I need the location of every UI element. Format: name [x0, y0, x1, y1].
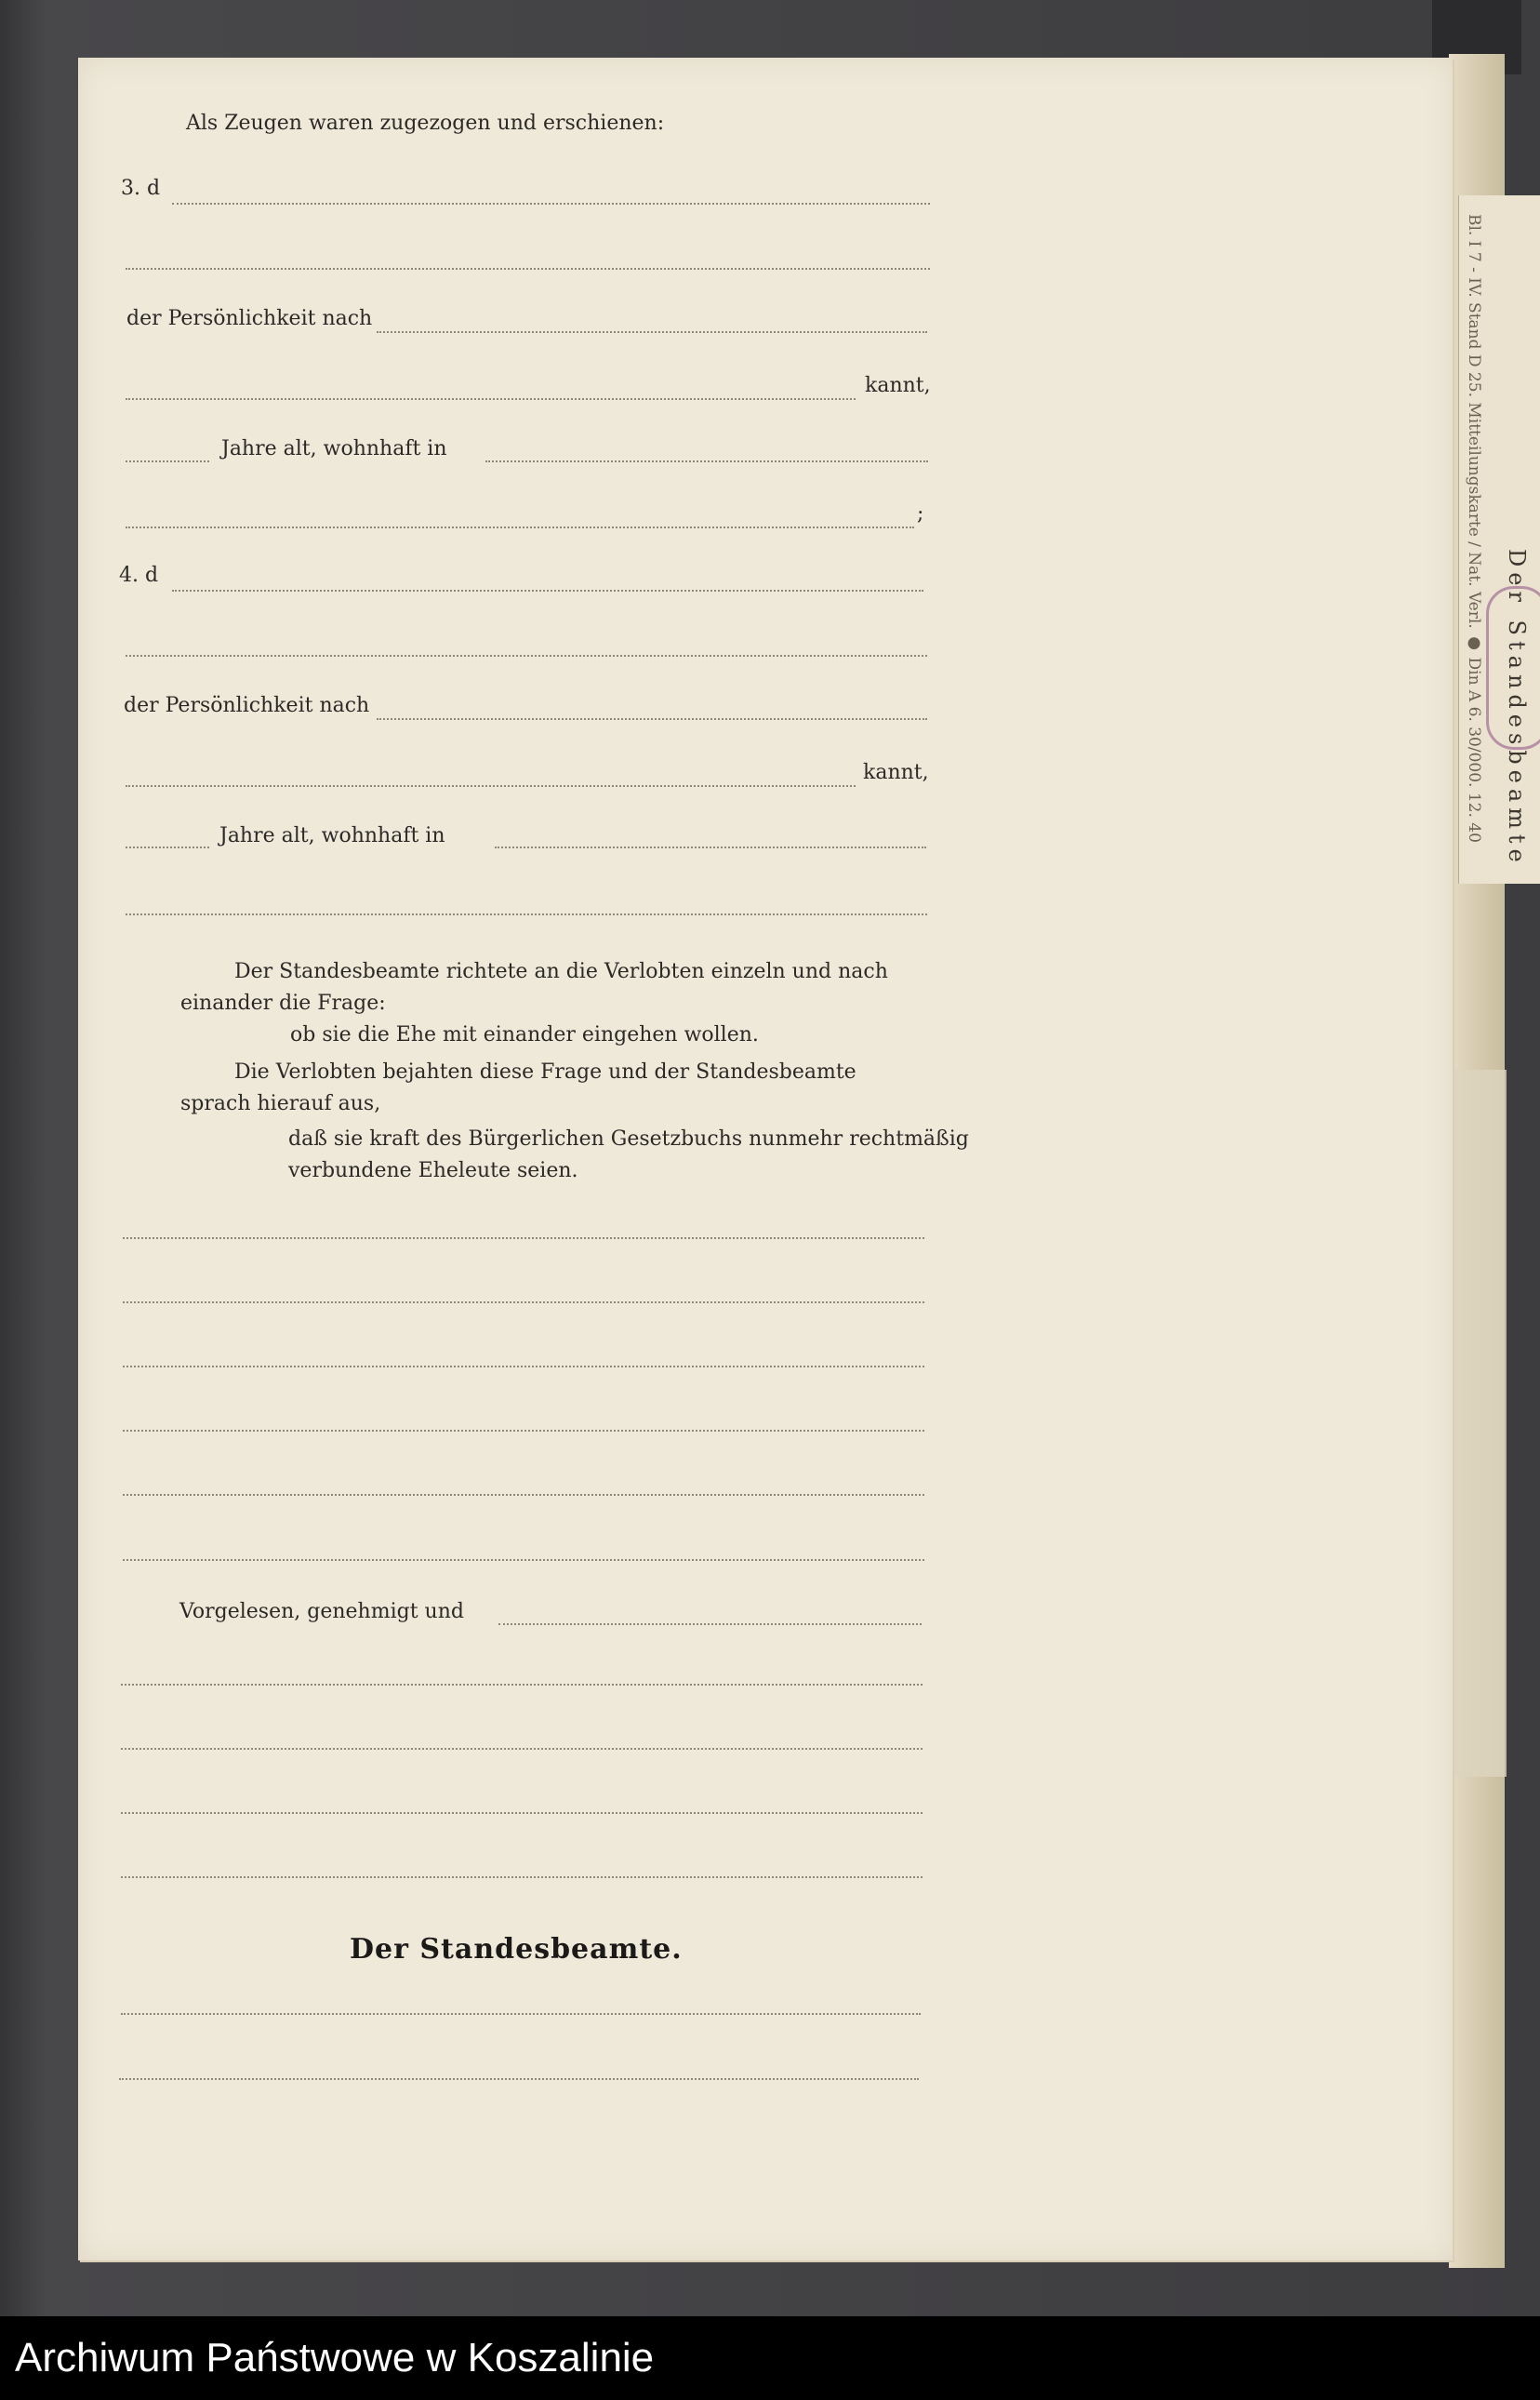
question-paragraph-line-3: ob sie die Ehe mit einander eingehen wollen. [290, 1023, 759, 1047]
answer-paragraph-line-4: verbundene Eheleute seien. [288, 1159, 578, 1182]
paper-strip [1447, 1070, 1507, 1777]
remarks-line-5 [123, 1494, 924, 1496]
witness-3-identity-label: der Persönlichkeit nach [126, 307, 373, 330]
witness-4-residence-line [495, 847, 926, 848]
remarks-line-3 [123, 1366, 924, 1367]
remarks-line-2 [123, 1301, 924, 1303]
registrar-signature-line-2 [119, 2078, 919, 2080]
remarks-line-1 [123, 1237, 924, 1239]
witness-4-known-line [126, 785, 856, 787]
witness-3-known-line [126, 398, 856, 400]
witness-3-name-line-2 [126, 268, 930, 270]
signature-line-3 [121, 1812, 923, 1814]
answer-paragraph-line-2: sprach hierauf aus, [180, 1092, 381, 1115]
archive-footer [0, 2316, 1540, 2400]
witness-3-residence-line [485, 460, 928, 462]
index-tab [1458, 195, 1540, 884]
witness-4-kannt: kannt, [863, 761, 929, 784]
witness-4-name-line-2 [126, 655, 927, 657]
witness-3-age-label: Jahre alt, wohnhaft in [221, 437, 447, 460]
witness-4-identity-line [377, 718, 927, 720]
witness-3-residence-line-2 [126, 527, 914, 528]
read-approved-label: Vorgelesen, genehmigt und [179, 1600, 464, 1623]
witness-3-name-line [172, 203, 930, 205]
registry-stamp [1486, 586, 1540, 750]
archive-name: Archiwum Państwowe w Koszalinie [15, 2335, 655, 2380]
tab-vertical-label: Der Standesbeamte [1504, 549, 1530, 868]
document-page [78, 58, 1453, 2260]
witness-3-kannt: kannt, [865, 374, 931, 397]
remarks-line-6 [123, 1559, 924, 1561]
signature-line-1 [121, 1684, 923, 1686]
witness-3-semicolon: ; [917, 502, 924, 526]
question-paragraph-line-2: einander die Frage: [180, 992, 386, 1015]
registrar-signature-line-1 [121, 2013, 921, 2015]
witness-4-identity-label: der Persönlichkeit nach [124, 694, 370, 717]
tab-print-note: Bl. I 7 - IV. Stand D 25. Mitteilungskarte / Nat. Verl. ● Din A 6. 30/000. 12. 40 [1465, 214, 1483, 843]
witness-4-age-line [126, 847, 209, 848]
witness-3-age-line [126, 460, 209, 462]
witnesses-heading: Als Zeugen waren zugezogen und erschienen: [186, 112, 665, 135]
remarks-line-4 [123, 1430, 924, 1432]
read-approved-line [498, 1623, 922, 1625]
answer-paragraph-line-1: Die Verlobten bejahten diese Frage und der Standesbeamte [234, 1060, 856, 1084]
answer-paragraph-line-3: daß sie kraft des Bürgerlichen Gesetzbuchs nunmehr rechtmäßig [288, 1127, 969, 1151]
registrar-signature-title: Der Standesbeamte. [350, 1933, 683, 1966]
witness-4-age-label: Jahre alt, wohnhaft in [219, 824, 445, 847]
question-paragraph-line-1: Der Standesbeamte richtete an die Verlobten einzeln und nach [234, 960, 888, 983]
witness-4-residence-line-2 [126, 913, 927, 915]
signature-line-2 [121, 1748, 923, 1750]
witness-3-identity-line [377, 331, 927, 333]
witness-4-name-line [172, 590, 923, 592]
witness-4-number: 4. d [119, 564, 159, 587]
signature-line-4 [121, 1876, 923, 1878]
witness-3-number: 3. d [121, 177, 161, 200]
